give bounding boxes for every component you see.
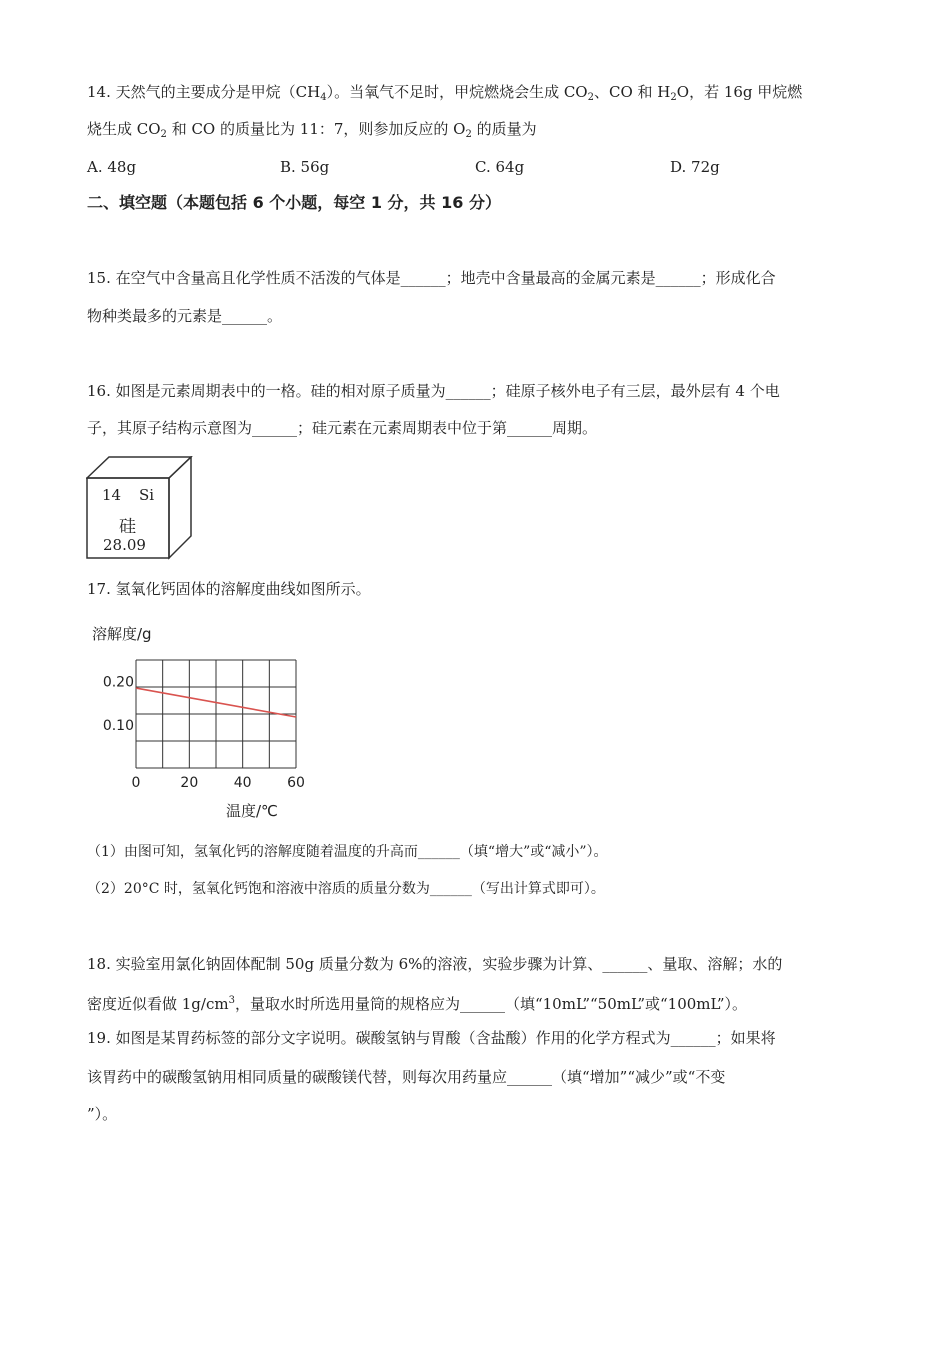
- q14-text-f: 和 CO 的质量比为 11：7，则参加反应的 O: [166, 120, 466, 138]
- element-atomic-number: 14: [102, 486, 122, 504]
- q19-line-2: 该胃药中的碳酸氢钠用相同质量的碳酸镁代替，则每次用药量应______（填“增加”“减少”或“不变: [87, 1068, 726, 1086]
- element-cell-figure: [86, 456, 196, 562]
- element-atomic-mass: 28.09: [103, 536, 146, 554]
- section-heading: 二、填空题（本题包括 6 个小题，每空 1 分，共 16 分）: [87, 193, 501, 212]
- q14-line-1: [87, 82, 802, 108]
- q15-line-2: 物种类最多的元素是______。: [87, 307, 283, 325]
- q17-sub-2: （2）20°C 时，氢氧化钙饱和溶液中溶质的质量分数为______（写出计算式即可）。: [87, 881, 605, 897]
- chart-y-tick-label: 0.20: [102, 674, 134, 691]
- q16-line-1: 16. 如图是元素周期表中的一格。硅的相对原子质量为______；硅原子核外电子有三层，最外层有 4 个电: [87, 382, 780, 400]
- chart-y-tick-label: 0.10: [102, 717, 134, 734]
- solubility-chart-svg: [86, 620, 326, 825]
- q18-line-2: [87, 991, 747, 1014]
- q14-text-a: 14. 天然气的主要成分是甲烷（CH: [87, 83, 321, 101]
- element-name: 硅: [119, 517, 136, 537]
- q18-line-1: 18. 实验室用氯化钠固体配制 50g 质量分数为 6%的溶液，实验步骤为计算、______、量取、溶解；水的: [87, 955, 783, 973]
- element-symbol: Si: [139, 486, 155, 504]
- q17-sub-1: （1）由图可知，氢氧化钙的溶解度随着温度的升高而______（填“增大”或“减小”）。: [87, 844, 608, 860]
- q14-option-d: D. 72g: [670, 158, 720, 176]
- chart-grid: [136, 660, 296, 768]
- q14-text-d: O，若 16g 甲烷燃: [676, 83, 803, 101]
- chart-x-tick-label: 0: [131, 775, 141, 791]
- chart-x-ticks: [132, 775, 305, 791]
- q14-option-a: A. 48g: [87, 158, 137, 176]
- chart-x-tick-label: 60: [287, 775, 305, 791]
- chart-x-label: 温度/℃: [226, 802, 278, 820]
- q14-text-c: 、CO 和 H: [593, 83, 671, 101]
- chart-x-tick-label: 40: [233, 775, 252, 791]
- q14-option-c: C. 64g: [475, 158, 525, 176]
- q18-text-a: 密度近似看做 1g/cm: [87, 995, 229, 1013]
- solubility-chart: [86, 620, 326, 825]
- q14-option-b: B. 56g: [280, 158, 330, 176]
- chart-y-label: 溶解度/g: [92, 625, 152, 643]
- q18-superscript: 3: [228, 995, 235, 1006]
- q18-text-b: ，量取水时所选用量筒的规格应为______（填“10mL”“50mL”或“100mL”）。: [234, 995, 748, 1013]
- q14-text-b: ）。当氧气不足时，甲烷燃烧会生成 CO: [326, 83, 588, 101]
- q14-subscript: 2: [587, 92, 594, 103]
- q14-text-e: 烧生成 CO: [87, 120, 161, 138]
- q14-subscript: 2: [465, 129, 472, 140]
- q19-line-3: ”）。: [87, 1105, 118, 1123]
- q15-line-1: 15. 在空气中含量高且化学性质不活泼的气体是______；地壳中含量最高的金属元素是______；形成化合: [87, 269, 776, 287]
- q14-subscript: 2: [160, 129, 167, 140]
- q14-subscript: 2: [670, 92, 677, 103]
- chart-y-ticks: [103, 675, 134, 734]
- q14-text-g: 的质量为: [471, 120, 537, 138]
- q17-intro: 17. 氢氧化钙固体的溶解度曲线如图所示。: [87, 580, 371, 598]
- q19-line-1: 19. 如图是某胃药标签的部分文字说明。碳酸氢钠与胃酸（含盐酸）作用的化学方程式为______；如果将: [87, 1029, 776, 1047]
- q14-subscript: 4: [320, 92, 327, 103]
- q16-line-2: 子，其原子结构示意图为______；硅元素在元素周期表中位于第______周期。: [87, 419, 598, 437]
- chart-x-tick-label: 20: [180, 775, 199, 791]
- q14-line-2: [87, 119, 537, 145]
